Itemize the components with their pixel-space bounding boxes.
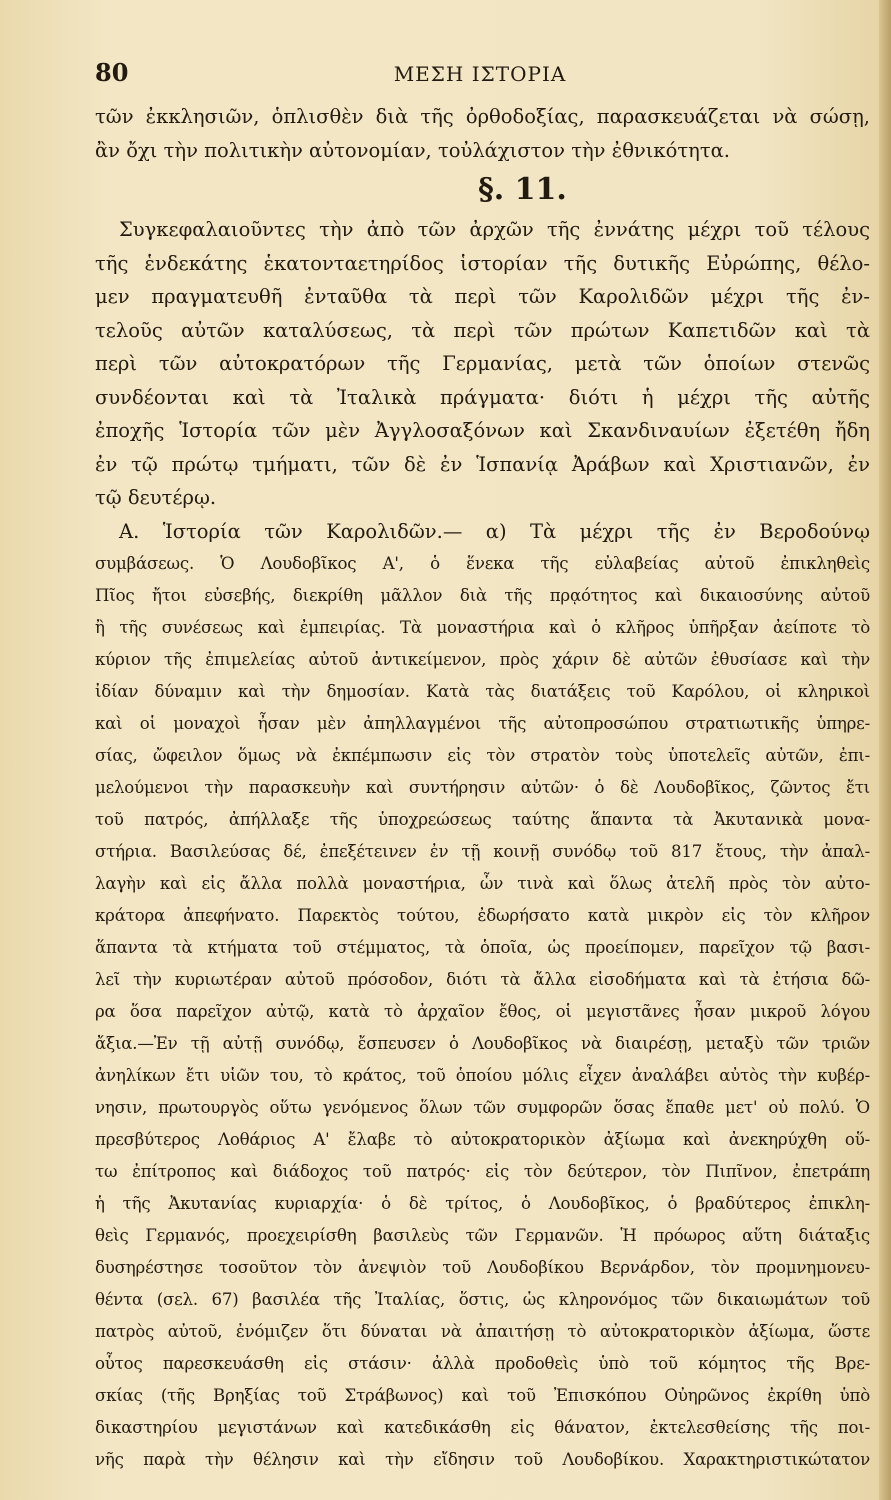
text-line: τελοῦς αὐτῶν καταλύσεως, τὰ περὶ τῶν πρώτων Καπετιδῶν καὶ τὰ [95, 318, 870, 342]
text-line: ἐν τῷ πρώτῳ τμήματι, τῶν δὲ ἐν Ἱσπανίᾳ Ἀράβων καὶ Χριστιανῶν, ἐν [95, 452, 870, 476]
text-line: ἢ τῆς συνέσεως καὶ ἐμπειρίας. Τὰ μοναστήρια καὶ ὁ κλῆρος ὑπῆρξαν ἀείποτε τὸ [95, 618, 870, 637]
text-line: συμβάσεως. Ὁ Λουδοβῖκος Α', ὁ ἕνεκα τῆς εὐλαβείας αὐτοῦ ἐπικληθεὶς [95, 554, 870, 573]
page-number: 80 [95, 58, 129, 87]
text-line: κύριον τῆς ἐπιμελείας αὐτοῦ ἀντικείμενον, πρὸς χάριν δὲ αὐτῶν ἐθυσίασε καὶ τὴν [95, 650, 870, 669]
text-line: σκίας (τῆς Βρηξίας τοῦ Στράβωνος) καὶ τοῦ Ἐπισκόπου Οὐηρῶνος ἐκρίθη ὑπὸ [95, 1386, 870, 1405]
text-line: τῷ δευτέρῳ. [95, 486, 217, 509]
text-line: τοῦ πατρός, ἀπήλλαξε τῆς ὑποχρεώσεως ταύτης ἅπαντα τὰ Ἀκυτανικὰ μονα- [95, 810, 870, 829]
text-line: νησιν, πρωτουργὸς οὕτω γενόμενος ὅλων τῶν συμφορῶν ὅσας ἔπαθε μετ' οὐ πολύ. Ὁ [95, 1098, 870, 1117]
text-line: λαγὴν καὶ εἰς ἄλλα πολλὰ μοναστήρια, ὧν τινὰ καὶ ὅλως ἀτελῆ πρὸς τὸν αὐτο- [95, 874, 870, 893]
text-line: πρεσβύτερος Λοθάριος Α' ἔλαβε τὸ αὐτοκρατορικὸν ἀξίωμα καὶ ἀνεκηρύχθη οὕ- [95, 1130, 870, 1149]
text-line: ἅπαντα τὰ κτήματα τοῦ στέμματος, τὰ ὁποῖα, ὡς προείπομεν, παρεῖχον τῷ βασι- [95, 938, 870, 957]
text-line: καὶ οἱ μοναχοὶ ἦσαν μὲν ἀπηλλαγμένοι τῆς αὐτοπροσώπου στρατιωτικῆς ὑπηρε- [95, 714, 870, 733]
body-text [95, 100, 870, 1476]
text-line: οὗτος παρεσκευάσθη εἰς στάσιν· ἀλλὰ προδοθεὶς ὑπὸ τοῦ κόμητος τῆς Βρε- [95, 1354, 870, 1373]
text-line: ἀνηλίκων ἔτι υἱῶν του, τὸ κράτος, τοῦ ὁποίου μόλις εἶχεν ἀναλάβει αὐτὸς τὴν κυβέρ- [95, 1066, 870, 1085]
text-line: Πῖος ἤτοι εὐσεβής, διεκρίθη μᾶλλον διὰ τῆς πρᾳότητος καὶ δικαιοσύνης αὐτοῦ [95, 586, 870, 605]
text-line: τῆς ἑνδεκάτης ἑκατονταετηρίδος ἱστορίαν τῆς δυτικῆς Εὐρώπης, θέλο- [95, 251, 870, 275]
text-line: τῶν ἐκκλησιῶν, ὁπλισθὲν διὰ τῆς ὀρθοδοξίας, παρασκευάζεται νὰ σώσῃ, [95, 105, 870, 128]
text-line: δικαστηρίου μεγιστάνων καὶ κατεδικάσθη εἰς θάνατον, ἐκτελεσθείσης τῆς ποι- [95, 1418, 870, 1437]
text-line: δυσηρέστησε τοσοῦτον τὸν ἀνεψιὸν τοῦ Λουδοβίκου Βερνάρδον, τὸν προμνημονευ- [95, 1258, 870, 1277]
text-line: νῆς παρὰ τὴν θέλησιν καὶ τὴν εἴδησιν τοῦ Λουδοβίκου. Χαρακτηριστικώτατον [95, 1450, 870, 1469]
page-header [95, 58, 865, 92]
text-line: ἐποχῆς Ἱστορία τῶν μὲν Ἀγγλοσαξόνων καὶ Σκανδιναυίων ἐξετέθη ἤδη [95, 419, 870, 442]
text-line: τω ἐπίτροπος καὶ διάδοχος τοῦ πατρός· εἰς τὸν δεύτερον, τὸν Πιπῖνον, ἐπετράπη [95, 1162, 870, 1181]
text-line: Α. Ἱστορία τῶν Καρολιδῶν.— α) Τὰ μέχρι τῆς ἐν Βεροδούνῳ [119, 519, 870, 543]
running-title: ΜΕΣΗ ΙΣΤΟΡΙΑ [393, 62, 567, 86]
text-line: μελούμενοι τὴν παρασκευὴν καὶ συντήρησιν αὐτῶν· ὁ δὲ Λουδοβῖκος, ζῶντος ἔτι [95, 778, 870, 797]
text-line: ἂν ὄχι τὴν πολιτικὴν αὐτονομίαν, τοὐλάχιστον τὴν ἐθνικότητα. [95, 138, 730, 162]
text-line: ρα ὅσα παρεῖχον αὐτῷ, κατὰ τὸ ἀρχαῖον ἔθος, οἱ μεγιστᾶνες ἦσαν μικροῦ λόγου [95, 1002, 870, 1021]
page-edge [879, 0, 891, 1500]
text-line: ἰδίαν δύναμιν καὶ τὴν δημοσίαν. Κατὰ τὰς διατάξεις τοῦ Καρόλου, οἱ κληρικοὶ [95, 682, 870, 701]
text-line: λεῖ τὴν κυριωτέραν αὐτοῦ πρόσοδον, διότι τὰ ἄλλα εἰσοδήματα καὶ τὰ ἐτήσια δῶ- [95, 970, 870, 989]
text-line: θέντα (σελ. 67) βασιλέα τῆς Ἰταλίας, ὅστις, ὡς κληρονόμος τῶν δικαιωμάτων τοῦ [95, 1290, 870, 1309]
text-line: μεν πραγματευθῆ ἐνταῦθα τὰ περὶ τῶν Καρολιδῶν μέχρι τῆς ἐν- [95, 285, 870, 308]
text-line: σίας, ὤφειλον ὅμως νὰ ἐκπέμπωσιν εἰς τὸν στρατὸν τοὺς ὑποτελεῖς αὐτῶν, ἐπι- [95, 746, 870, 765]
text-line: συνδέονται καὶ τὰ Ἰταλικὰ πράγματα· διότι ἡ μέχρι τῆς αὐτῆς [95, 385, 870, 409]
text-line: ἄξια.—Ἐν τῇ αὐτῇ συνόδῳ, ἔσπευσεν ὁ Λουδοβῖκος νὰ διαιρέσῃ, μεταξὺ τῶν τριῶν [95, 1034, 870, 1053]
text-line: περὶ τῶν αὐτοκρατόρων τῆς Γερμανίας, μετὰ τῶν ὁποίων στενῶς [95, 352, 870, 375]
text-line: ἡ τῆς Ἀκυτανίας κυριαρχία· ὁ δὲ τρίτος, ὁ Λουδοβῖκος, ὁ βραδύτερος ἐπικλη- [95, 1194, 870, 1213]
section-heading: §. 11. [478, 172, 567, 207]
text-line: στήρια. Βασιλεύσας δέ, ἐπεξέτεινεν ἐν τῇ κοινῇ συνόδῳ τοῦ 817 ἔτους, τὴν ἀπαλ- [95, 842, 870, 861]
text-line: Συγκεφαλαιοῦντες τὴν ἀπὸ τῶν ἀρχῶν τῆς ἐννάτης μέχρι τοῦ τέλους [119, 218, 870, 241]
text-line: κράτορα ἀπεφήνατο. Παρεκτὸς τούτου, ἐδωρήσατο κατὰ μικρὸν εἰς τὸν κλῆρον [95, 906, 870, 925]
text-line: θεὶς Γερμανός, προεχειρίσθη βασιλεὺς τῶν Γερμανῶν. Ἡ πρόωρος αὕτη διάταξις [95, 1226, 870, 1245]
text-line: πατρὸς αὐτοῦ, ἐνόμιζεν ὅτι δύναται νὰ ἀπαιτήσῃ τὸ αὐτοκρατορικὸν ἀξίωμα, ὥστε [95, 1322, 870, 1341]
